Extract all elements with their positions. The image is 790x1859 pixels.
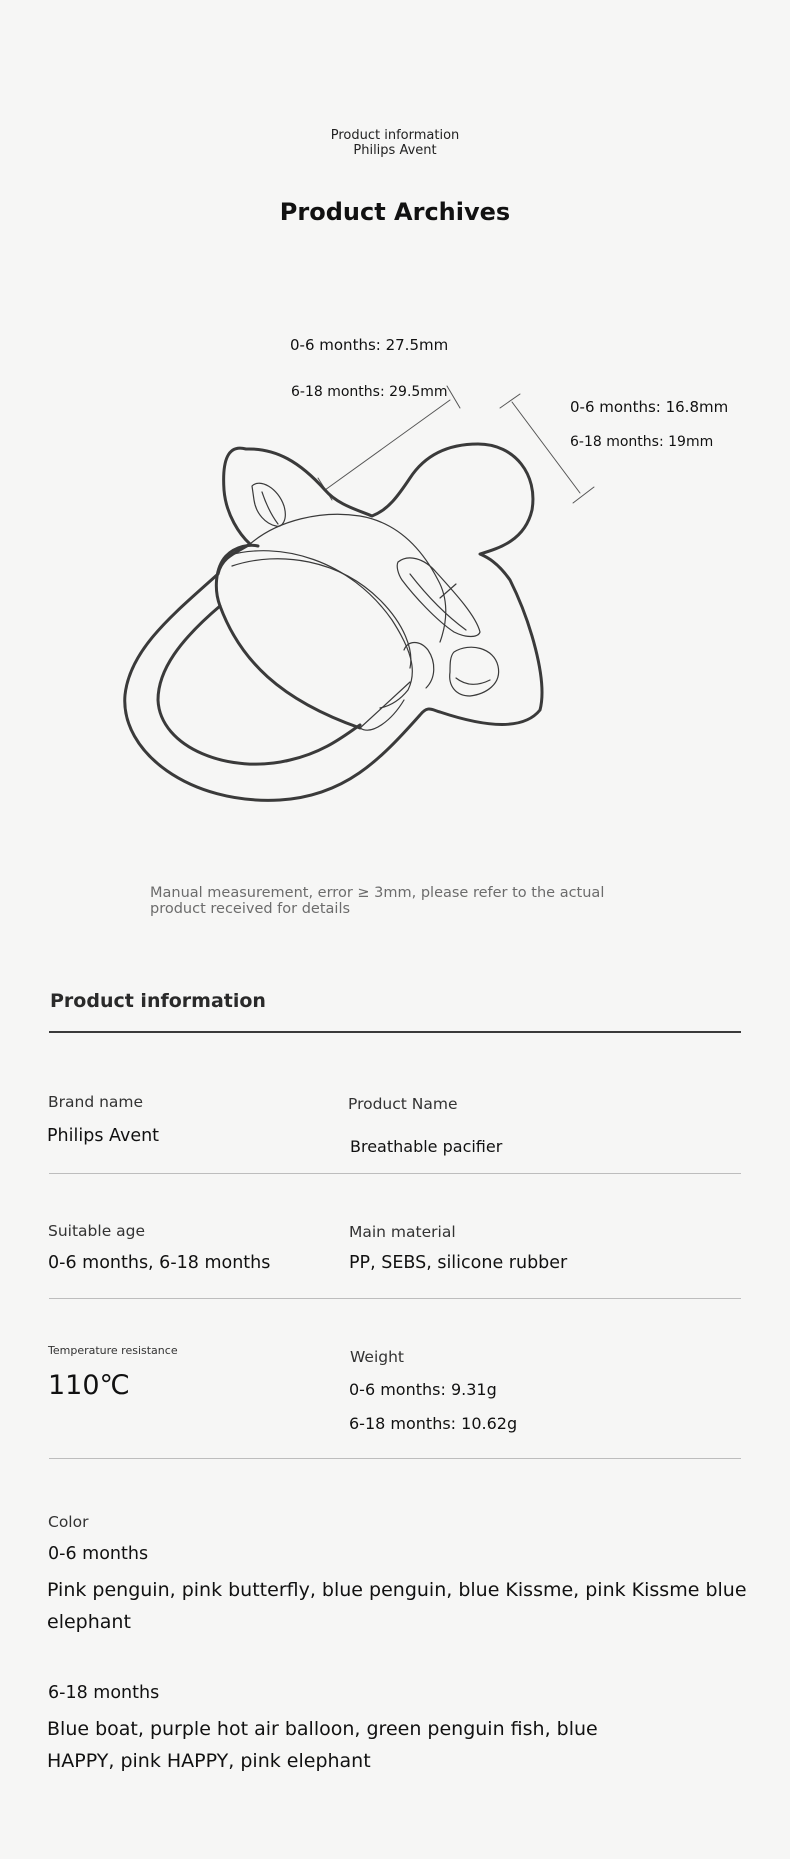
main-material-value: PP, SEBS, silicone rubber	[349, 1253, 568, 1273]
width-label-6-18: 6-18 months: 29.5mm	[291, 384, 448, 400]
temperature-value: 110℃	[48, 1370, 130, 1401]
color-group-1-label: 0-6 months	[48, 1544, 149, 1564]
main-material-label: Main material	[349, 1223, 456, 1241]
section-title: Product information	[50, 990, 266, 1012]
pacifier-line-drawing-icon	[0, 380, 790, 820]
weight-value-6-18: 6-18 months: 10.62g	[349, 1414, 518, 1433]
row-divider	[49, 1173, 741, 1174]
row-divider	[49, 1298, 741, 1299]
product-name-label: Product Name	[348, 1095, 458, 1113]
brand-label: Brand name	[48, 1093, 144, 1111]
width-label-0-6: 0-6 months: 27.5mm	[290, 336, 449, 354]
height-dimension-line	[512, 402, 580, 493]
temperature-label: Temperature resistance	[48, 1344, 178, 1357]
width-dimension-line	[325, 400, 450, 490]
section-divider	[49, 1031, 741, 1033]
weight-label: Weight	[350, 1348, 405, 1366]
kicker-line-2: Philips Avent	[353, 143, 437, 158]
color-group-2-value: Blue boat, purple hot air balloon, green penguin fish, blue HAPPY, pink HAPPY, pink elephant	[47, 1718, 598, 1772]
page-title: Product Archives	[279, 198, 511, 226]
header-kicker	[0, 128, 790, 158]
weight-value-0-6: 0-6 months: 9.31g	[349, 1380, 497, 1399]
height-label-6-18: 6-18 months: 19mm	[570, 434, 714, 450]
color-group-1-value: Pink penguin, pink butterfly, blue penguin, blue Kissme, pink Kissme blue elephant	[47, 1579, 747, 1633]
kicker-line-1: Product information	[330, 128, 460, 143]
measurement-note: Manual measurement, error ≥ 3mm, please refer to the actual product received for details	[150, 885, 605, 917]
brand-value: Philips Avent	[47, 1126, 160, 1146]
product-name-value: Breathable pacifier	[350, 1137, 503, 1156]
suitable-age-label: Suitable age	[48, 1222, 146, 1240]
color-group-2-label: 6-18 months	[48, 1683, 160, 1703]
color-label: Color	[48, 1513, 89, 1531]
row-divider	[49, 1458, 741, 1459]
suitable-age-value: 0-6 months, 6-18 months	[48, 1253, 271, 1273]
height-label-0-6: 0-6 months: 16.8mm	[570, 398, 729, 416]
